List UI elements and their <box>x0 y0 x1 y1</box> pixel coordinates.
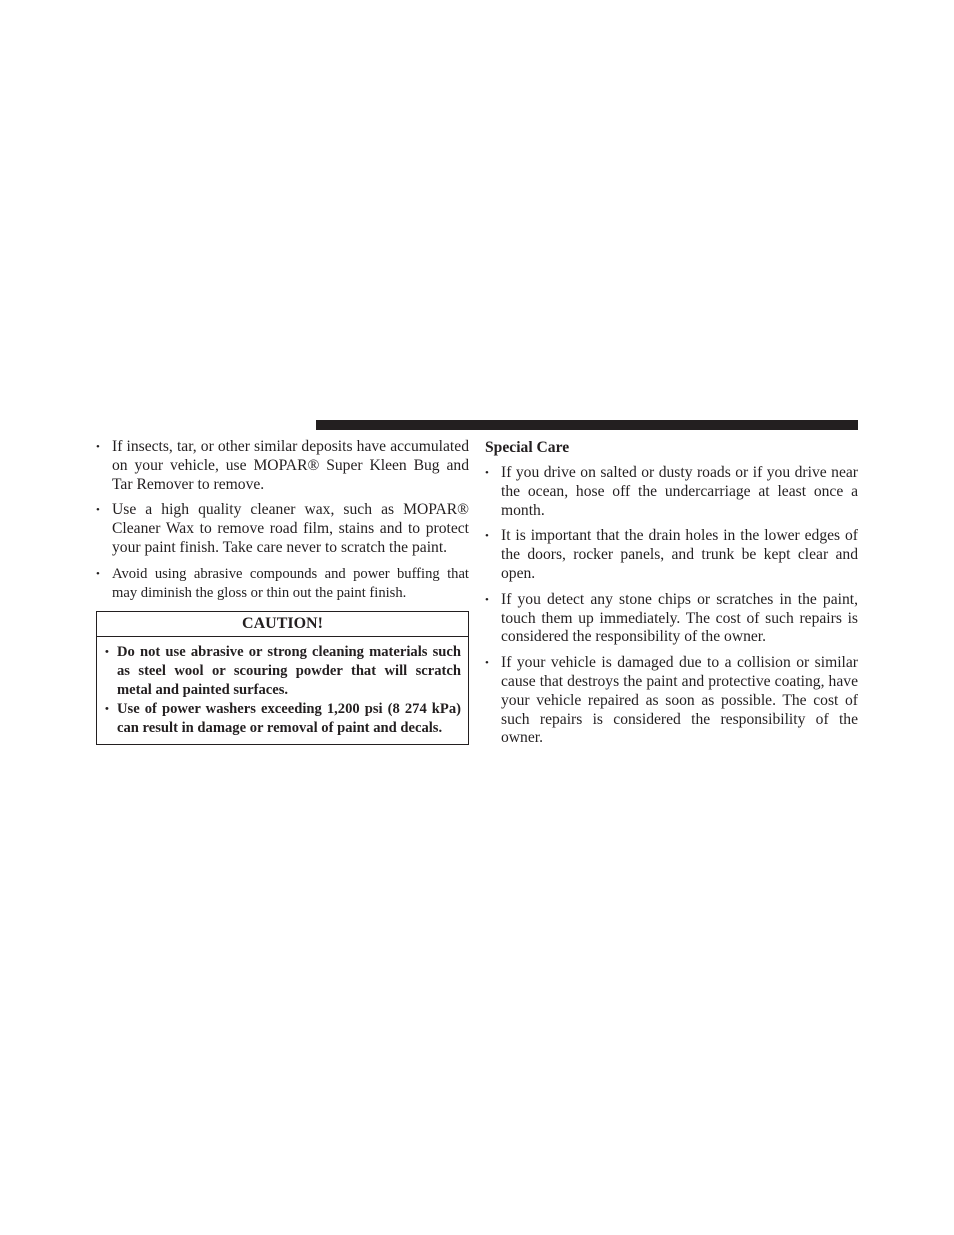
caution-box <box>96 611 469 745</box>
bullet-icon: • <box>485 467 489 479</box>
section-heading: Special Care <box>485 439 570 456</box>
list-item-text: Avoid using abrasive compounds and power buffing that may diminish the gloss or thin out the paint finish. <box>112 565 469 601</box>
caution-item <box>105 643 461 699</box>
bullet-icon: • <box>485 657 489 670</box>
list-item <box>96 438 469 494</box>
bullet-icon: • <box>485 593 489 606</box>
bullet-icon: • <box>105 702 109 715</box>
bullet-icon: • <box>485 530 489 543</box>
bullet-icon: • <box>96 504 100 517</box>
list-item-text: If insects, tar, or other similar deposits have accumulated on your vehicle, use MOPAR® Super Kleen Bug and Tar Remover to remove. <box>112 438 469 493</box>
list-item-text: Use a high quality cleaner wax, such as MOPAR® Cleaner Wax to remove road film, stains and to protect your paint finish. Take care never to scratch the paint. <box>112 501 469 556</box>
caution-title: CAUTION! <box>97 612 468 637</box>
caution-item <box>105 700 461 738</box>
list-item-text: If your vehicle is damaged due to a collision or similar cause that destroys the paint and protective coating, have your vehicle repaired as soon as possible. The cost of such repairs is considered the responsibility of the owner. <box>501 654 858 747</box>
exterior-care-list <box>96 438 469 602</box>
list-item <box>485 527 858 583</box>
bullet-icon: • <box>96 441 100 453</box>
header-rule <box>316 420 858 430</box>
special-care-list <box>485 464 858 748</box>
list-item <box>485 464 858 520</box>
caution-item-text: Use of power washers exceeding 1,200 psi (8 274 kPa) can result in damage or removal of paint and decals. <box>117 700 461 736</box>
list-item-text: It is important that the drain holes in the lower edges of the doors, rocker panels, and trunk be kept clear and open. <box>501 527 858 582</box>
list-item <box>96 565 469 603</box>
list-item <box>96 501 469 557</box>
list-item-text: If you detect any stone chips or scratches in the paint, touch them up immediately. The cost of such repairs is considered the responsibility of the owner. <box>501 590 858 646</box>
caution-body <box>97 637 468 744</box>
list-item <box>485 591 858 647</box>
right-column <box>485 438 858 755</box>
left-column <box>96 438 469 745</box>
caution-item-text: Do not use abrasive or strong cleaning materials such as steel wool or scouring powder that will scratch metal and painted surfaces. <box>117 644 461 698</box>
list-item <box>485 654 858 748</box>
list-item-text: If you drive on salted or dusty roads or if you drive near the ocean, hose off the undercarriage at least once a month. <box>501 464 858 519</box>
caution-list <box>105 643 461 737</box>
bullet-icon: • <box>96 567 100 580</box>
bullet-icon: • <box>105 646 109 659</box>
